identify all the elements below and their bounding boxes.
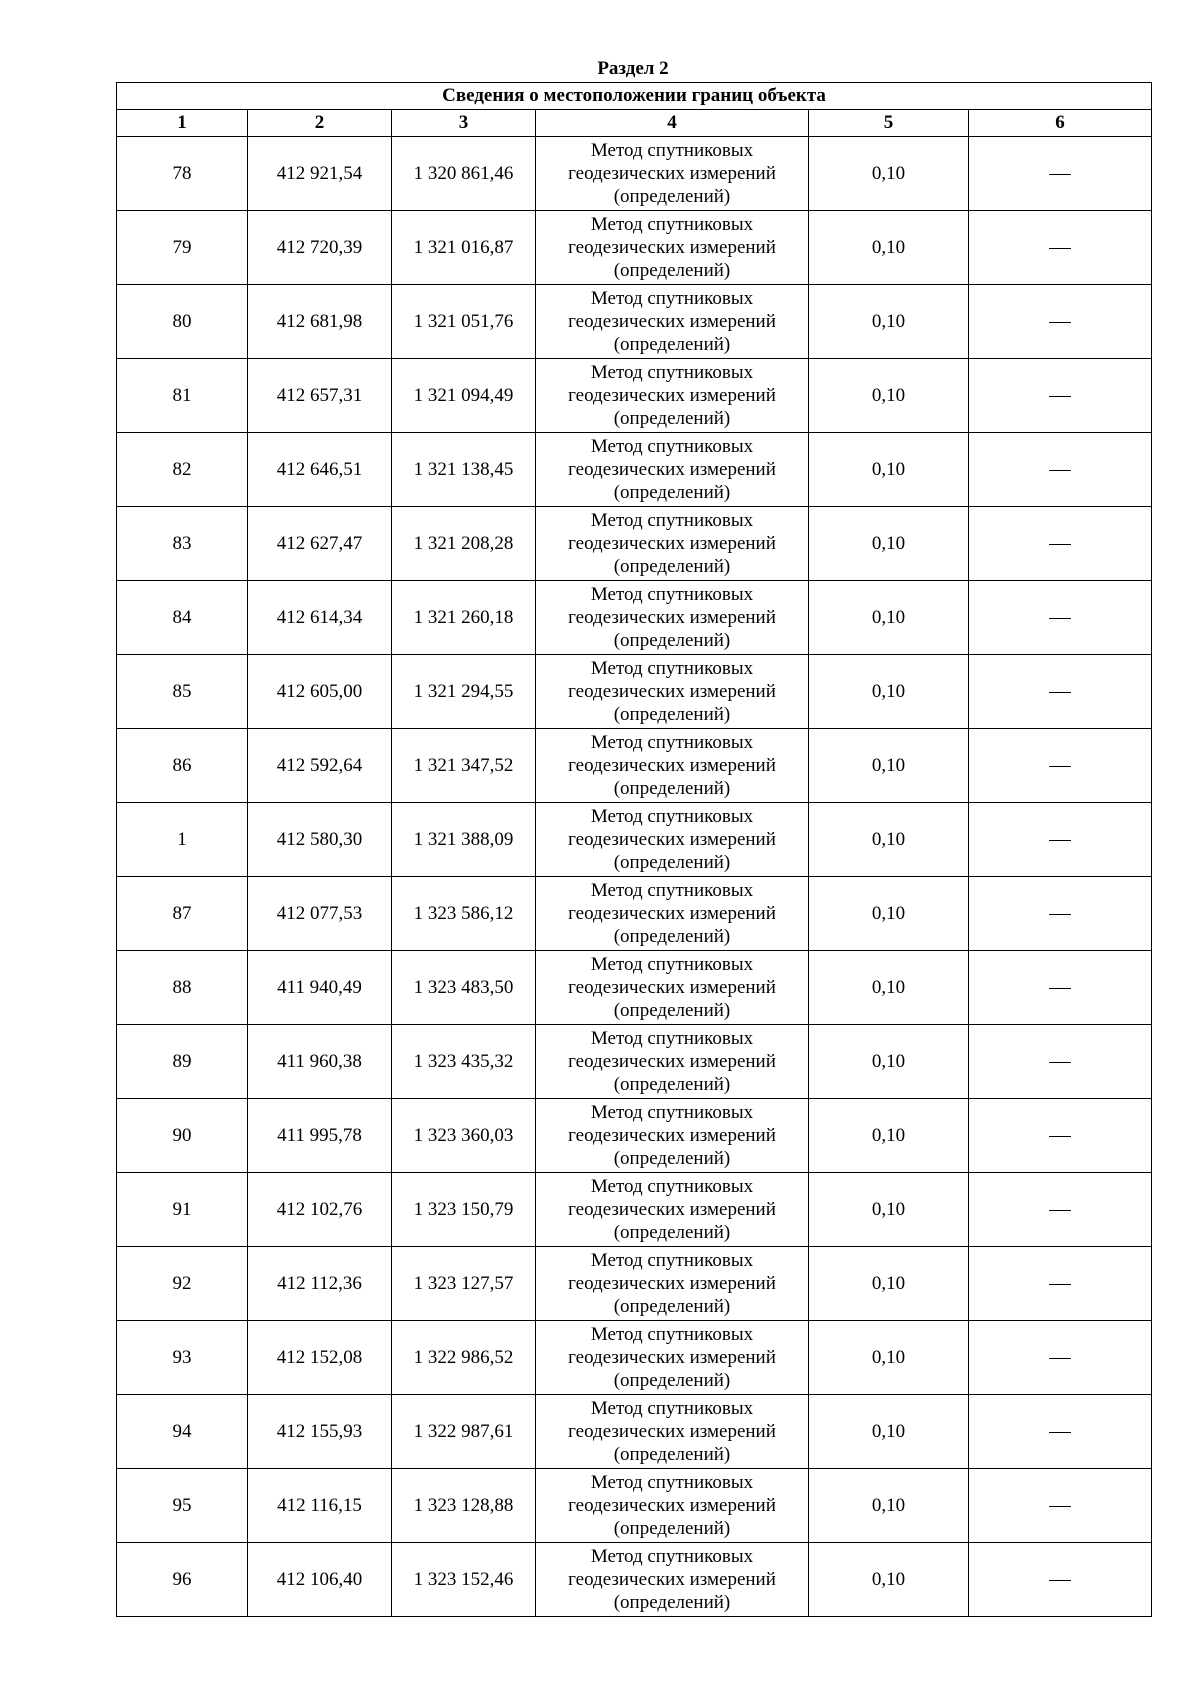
point-number-cell: 85 bbox=[117, 655, 248, 729]
method-cell bbox=[536, 211, 809, 285]
method-line: Метод спутниковых bbox=[590, 1472, 754, 1493]
method-line: Метод спутниковых bbox=[590, 510, 754, 531]
method-line: (определений) bbox=[613, 1000, 731, 1021]
x-coordinate-cell: 412 681,98 bbox=[248, 285, 392, 359]
accuracy-cell: 0,10 bbox=[809, 655, 969, 729]
dash-mark bbox=[1049, 692, 1071, 693]
note-cell bbox=[969, 433, 1152, 507]
accuracy-cell: 0,10 bbox=[809, 359, 969, 433]
y-coordinate-cell: 1 323 127,57 bbox=[392, 1247, 536, 1321]
method-line: (определений) bbox=[613, 1592, 731, 1613]
column-number: 5 bbox=[809, 110, 969, 137]
dash-mark bbox=[1049, 248, 1071, 249]
note-cell bbox=[969, 359, 1152, 433]
method-line: геодезических измерений bbox=[568, 1421, 776, 1442]
method-line: геодезических измерений bbox=[568, 755, 776, 776]
column-number: 2 bbox=[248, 110, 392, 137]
x-coordinate-cell: 412 077,53 bbox=[248, 877, 392, 951]
accuracy-cell: 0,10 bbox=[809, 1543, 969, 1617]
method-line: Метод спутниковых bbox=[590, 1176, 754, 1197]
method-line: Метод спутниковых bbox=[590, 1324, 754, 1345]
note-cell bbox=[969, 729, 1152, 803]
method-cell bbox=[536, 1395, 809, 1469]
method-line: (определений) bbox=[613, 1518, 731, 1539]
note-cell bbox=[969, 1321, 1152, 1395]
method-line: геодезических измерений bbox=[568, 681, 776, 702]
point-number-cell: 81 bbox=[117, 359, 248, 433]
x-coordinate-cell: 412 116,15 bbox=[248, 1469, 392, 1543]
method-line: геодезических измерений bbox=[568, 1125, 776, 1146]
note-cell bbox=[969, 1099, 1152, 1173]
point-number-cell: 95 bbox=[117, 1469, 248, 1543]
method-line: Метод спутниковых bbox=[590, 806, 754, 827]
table-row bbox=[117, 581, 1152, 655]
dash-mark bbox=[1049, 1062, 1071, 1063]
y-coordinate-cell: 1 323 483,50 bbox=[392, 951, 536, 1025]
accuracy-cell: 0,10 bbox=[809, 211, 969, 285]
table-row bbox=[117, 1543, 1152, 1617]
x-coordinate-cell: 412 614,34 bbox=[248, 581, 392, 655]
dash-mark bbox=[1049, 914, 1071, 915]
method-line: Метод спутниковых bbox=[590, 140, 754, 161]
method-line: (определений) bbox=[613, 556, 731, 577]
method-line: (определений) bbox=[613, 334, 731, 355]
accuracy-cell: 0,10 bbox=[809, 581, 969, 655]
accuracy-cell: 0,10 bbox=[809, 951, 969, 1025]
y-coordinate-cell: 1 323 128,88 bbox=[392, 1469, 536, 1543]
accuracy-cell: 0,10 bbox=[809, 1469, 969, 1543]
table-caption-row bbox=[117, 83, 1152, 110]
y-coordinate-cell: 1 323 435,32 bbox=[392, 1025, 536, 1099]
method-cell bbox=[536, 433, 809, 507]
method-line: геодезических измерений bbox=[568, 977, 776, 998]
y-coordinate-cell: 1 321 294,55 bbox=[392, 655, 536, 729]
dash-mark bbox=[1049, 1136, 1071, 1137]
table-row bbox=[117, 1173, 1152, 1247]
method-line: Метод спутниковых bbox=[590, 288, 754, 309]
note-cell bbox=[969, 211, 1152, 285]
x-coordinate-cell: 412 580,30 bbox=[248, 803, 392, 877]
method-line: геодезических измерений bbox=[568, 1199, 776, 1220]
method-line: Метод спутниковых bbox=[590, 1250, 754, 1271]
accuracy-cell: 0,10 bbox=[809, 1173, 969, 1247]
y-coordinate-cell: 1 322 987,61 bbox=[392, 1395, 536, 1469]
method-line: Метод спутниковых bbox=[590, 584, 754, 605]
point-number-cell: 96 bbox=[117, 1543, 248, 1617]
table-row bbox=[117, 729, 1152, 803]
method-cell bbox=[536, 507, 809, 581]
note-cell bbox=[969, 655, 1152, 729]
point-number-cell: 84 bbox=[117, 581, 248, 655]
y-coordinate-cell: 1 321 208,28 bbox=[392, 507, 536, 581]
point-number-cell: 82 bbox=[117, 433, 248, 507]
y-coordinate-cell: 1 321 051,76 bbox=[392, 285, 536, 359]
dash-mark bbox=[1049, 1506, 1071, 1507]
point-number-cell: 80 bbox=[117, 285, 248, 359]
method-line: Метод спутниковых bbox=[590, 214, 754, 235]
method-line: геодезических измерений bbox=[568, 459, 776, 480]
accuracy-cell: 0,10 bbox=[809, 1321, 969, 1395]
method-line: (определений) bbox=[613, 1370, 731, 1391]
method-line: Метод спутниковых bbox=[590, 1398, 754, 1419]
point-number-cell: 1 bbox=[117, 803, 248, 877]
section-title: Раздел 2 bbox=[597, 58, 669, 79]
method-line: (определений) bbox=[613, 260, 731, 281]
y-coordinate-cell: 1 323 150,79 bbox=[392, 1173, 536, 1247]
table-row bbox=[117, 877, 1152, 951]
point-number-cell: 92 bbox=[117, 1247, 248, 1321]
note-cell bbox=[969, 581, 1152, 655]
point-number-cell: 94 bbox=[117, 1395, 248, 1469]
x-coordinate-cell: 412 627,47 bbox=[248, 507, 392, 581]
y-coordinate-cell: 1 321 138,45 bbox=[392, 433, 536, 507]
note-cell bbox=[969, 1025, 1152, 1099]
y-coordinate-cell: 1 321 260,18 bbox=[392, 581, 536, 655]
method-line: Метод спутниковых bbox=[590, 362, 754, 383]
accuracy-cell: 0,10 bbox=[809, 507, 969, 581]
method-cell bbox=[536, 951, 809, 1025]
y-coordinate-cell: 1 320 861,46 bbox=[392, 137, 536, 211]
method-line: геодезических измерений bbox=[568, 533, 776, 554]
point-number-cell: 79 bbox=[117, 211, 248, 285]
method-line: Метод спутниковых bbox=[590, 658, 754, 679]
method-line: геодезических измерений bbox=[568, 237, 776, 258]
dash-mark bbox=[1049, 1358, 1071, 1359]
dash-mark bbox=[1049, 544, 1071, 545]
dash-mark bbox=[1049, 840, 1071, 841]
table-row bbox=[117, 803, 1152, 877]
accuracy-cell: 0,10 bbox=[809, 729, 969, 803]
table-row bbox=[117, 211, 1152, 285]
method-line: (определений) bbox=[613, 1444, 731, 1465]
dash-mark bbox=[1049, 174, 1071, 175]
method-line: (определений) bbox=[613, 630, 731, 651]
dash-mark bbox=[1049, 766, 1071, 767]
table-row bbox=[117, 655, 1152, 729]
note-cell bbox=[969, 507, 1152, 581]
x-coordinate-cell: 412 657,31 bbox=[248, 359, 392, 433]
point-number-cell: 91 bbox=[117, 1173, 248, 1247]
y-coordinate-cell: 1 323 360,03 bbox=[392, 1099, 536, 1173]
column-number: 1 bbox=[117, 110, 248, 137]
note-cell bbox=[969, 1395, 1152, 1469]
table-caption: Сведения о местоположении границ объекта bbox=[117, 83, 1152, 110]
y-coordinate-cell: 1 321 388,09 bbox=[392, 803, 536, 877]
dash-mark bbox=[1049, 618, 1071, 619]
method-cell bbox=[536, 1173, 809, 1247]
x-coordinate-cell: 412 102,76 bbox=[248, 1173, 392, 1247]
method-cell bbox=[536, 729, 809, 803]
y-coordinate-cell: 1 321 016,87 bbox=[392, 211, 536, 285]
dash-mark bbox=[1049, 988, 1071, 989]
column-number: 4 bbox=[536, 110, 809, 137]
x-coordinate-cell: 412 646,51 bbox=[248, 433, 392, 507]
accuracy-cell: 0,10 bbox=[809, 1395, 969, 1469]
method-line: Метод спутниковых bbox=[590, 732, 754, 753]
method-line: Метод спутниковых bbox=[590, 1546, 754, 1567]
dash-mark bbox=[1049, 1210, 1071, 1211]
point-number-cell: 88 bbox=[117, 951, 248, 1025]
method-line: геодезических измерений bbox=[568, 1569, 776, 1590]
note-cell bbox=[969, 137, 1152, 211]
point-number-cell: 83 bbox=[117, 507, 248, 581]
method-line: Метод спутниковых bbox=[590, 880, 754, 901]
note-cell bbox=[969, 1247, 1152, 1321]
y-coordinate-cell: 1 323 586,12 bbox=[392, 877, 536, 951]
table-body bbox=[117, 137, 1152, 1617]
dash-mark bbox=[1049, 396, 1071, 397]
table-row bbox=[117, 1025, 1152, 1099]
note-cell bbox=[969, 951, 1152, 1025]
table-row bbox=[117, 1395, 1152, 1469]
method-cell bbox=[536, 1321, 809, 1395]
method-line: геодезических измерений bbox=[568, 311, 776, 332]
method-line: (определений) bbox=[613, 1222, 731, 1243]
table-row bbox=[117, 1469, 1152, 1543]
accuracy-cell: 0,10 bbox=[809, 1247, 969, 1321]
dash-mark bbox=[1049, 322, 1071, 323]
table-row bbox=[117, 359, 1152, 433]
method-line: Метод спутниковых bbox=[590, 1028, 754, 1049]
method-cell bbox=[536, 1543, 809, 1617]
y-coordinate-cell: 1 323 152,46 bbox=[392, 1543, 536, 1617]
x-coordinate-cell: 411 960,38 bbox=[248, 1025, 392, 1099]
method-cell bbox=[536, 1247, 809, 1321]
x-coordinate-cell: 412 106,40 bbox=[248, 1543, 392, 1617]
method-line: геодезических измерений bbox=[568, 1051, 776, 1072]
method-line: геодезических измерений bbox=[568, 1347, 776, 1368]
x-coordinate-cell: 411 995,78 bbox=[248, 1099, 392, 1173]
accuracy-cell: 0,10 bbox=[809, 877, 969, 951]
method-line: геодезических измерений bbox=[568, 163, 776, 184]
accuracy-cell: 0,10 bbox=[809, 803, 969, 877]
x-coordinate-cell: 411 940,49 bbox=[248, 951, 392, 1025]
method-line: геодезических измерений bbox=[568, 829, 776, 850]
column-number: 3 bbox=[392, 110, 536, 137]
x-coordinate-cell: 412 155,93 bbox=[248, 1395, 392, 1469]
note-cell bbox=[969, 1543, 1152, 1617]
y-coordinate-cell: 1 321 347,52 bbox=[392, 729, 536, 803]
method-line: геодезических измерений bbox=[568, 1273, 776, 1294]
method-line: (определений) bbox=[613, 778, 731, 799]
method-cell bbox=[536, 1469, 809, 1543]
table-row bbox=[117, 1321, 1152, 1395]
column-number: 6 bbox=[969, 110, 1152, 137]
dash-mark bbox=[1049, 1580, 1071, 1581]
method-cell bbox=[536, 1099, 809, 1173]
method-line: (определений) bbox=[613, 408, 731, 429]
table-row bbox=[117, 507, 1152, 581]
point-number-cell: 86 bbox=[117, 729, 248, 803]
method-cell bbox=[536, 655, 809, 729]
table-row bbox=[117, 951, 1152, 1025]
accuracy-cell: 0,10 bbox=[809, 285, 969, 359]
table-row bbox=[117, 137, 1152, 211]
method-cell bbox=[536, 359, 809, 433]
table-row bbox=[117, 1247, 1152, 1321]
method-cell bbox=[536, 285, 809, 359]
table-row bbox=[117, 285, 1152, 359]
method-line: (определений) bbox=[613, 186, 731, 207]
column-number-row bbox=[117, 110, 1152, 137]
table-row bbox=[117, 1099, 1152, 1173]
method-line: (определений) bbox=[613, 704, 731, 725]
dash-mark bbox=[1049, 470, 1071, 471]
dash-mark bbox=[1049, 1284, 1071, 1285]
boundary-coordinates-table bbox=[116, 82, 1152, 1617]
point-number-cell: 87 bbox=[117, 877, 248, 951]
point-number-cell: 89 bbox=[117, 1025, 248, 1099]
method-line: Метод спутниковых bbox=[590, 436, 754, 457]
method-line: (определений) bbox=[613, 1074, 731, 1095]
y-coordinate-cell: 1 322 986,52 bbox=[392, 1321, 536, 1395]
point-number-cell: 90 bbox=[117, 1099, 248, 1173]
method-cell bbox=[536, 1025, 809, 1099]
note-cell bbox=[969, 1469, 1152, 1543]
table-row bbox=[117, 433, 1152, 507]
y-coordinate-cell: 1 321 094,49 bbox=[392, 359, 536, 433]
x-coordinate-cell: 412 592,64 bbox=[248, 729, 392, 803]
method-cell bbox=[536, 581, 809, 655]
method-line: геодезических измерений bbox=[568, 607, 776, 628]
method-line: геодезических измерений bbox=[568, 385, 776, 406]
x-coordinate-cell: 412 605,00 bbox=[248, 655, 392, 729]
x-coordinate-cell: 412 720,39 bbox=[248, 211, 392, 285]
method-cell bbox=[536, 877, 809, 951]
method-line: (определений) bbox=[613, 1296, 731, 1317]
method-line: (определений) bbox=[613, 926, 731, 947]
accuracy-cell: 0,10 bbox=[809, 137, 969, 211]
note-cell bbox=[969, 803, 1152, 877]
x-coordinate-cell: 412 921,54 bbox=[248, 137, 392, 211]
method-cell bbox=[536, 137, 809, 211]
x-coordinate-cell: 412 152,08 bbox=[248, 1321, 392, 1395]
point-number-cell: 78 bbox=[117, 137, 248, 211]
method-cell bbox=[536, 803, 809, 877]
dash-mark bbox=[1049, 1432, 1071, 1433]
method-line: геодезических измерений bbox=[568, 903, 776, 924]
method-line: (определений) bbox=[613, 482, 731, 503]
accuracy-cell: 0,10 bbox=[809, 433, 969, 507]
accuracy-cell: 0,10 bbox=[809, 1025, 969, 1099]
x-coordinate-cell: 412 112,36 bbox=[248, 1247, 392, 1321]
point-number-cell: 93 bbox=[117, 1321, 248, 1395]
accuracy-cell: 0,10 bbox=[809, 1099, 969, 1173]
note-cell bbox=[969, 1173, 1152, 1247]
method-line: Метод спутниковых bbox=[590, 1102, 754, 1123]
note-cell bbox=[969, 285, 1152, 359]
note-cell bbox=[969, 877, 1152, 951]
method-line: (определений) bbox=[613, 1148, 731, 1169]
method-line: Метод спутниковых bbox=[590, 954, 754, 975]
method-line: (определений) bbox=[613, 852, 731, 873]
method-line: геодезических измерений bbox=[568, 1495, 776, 1516]
